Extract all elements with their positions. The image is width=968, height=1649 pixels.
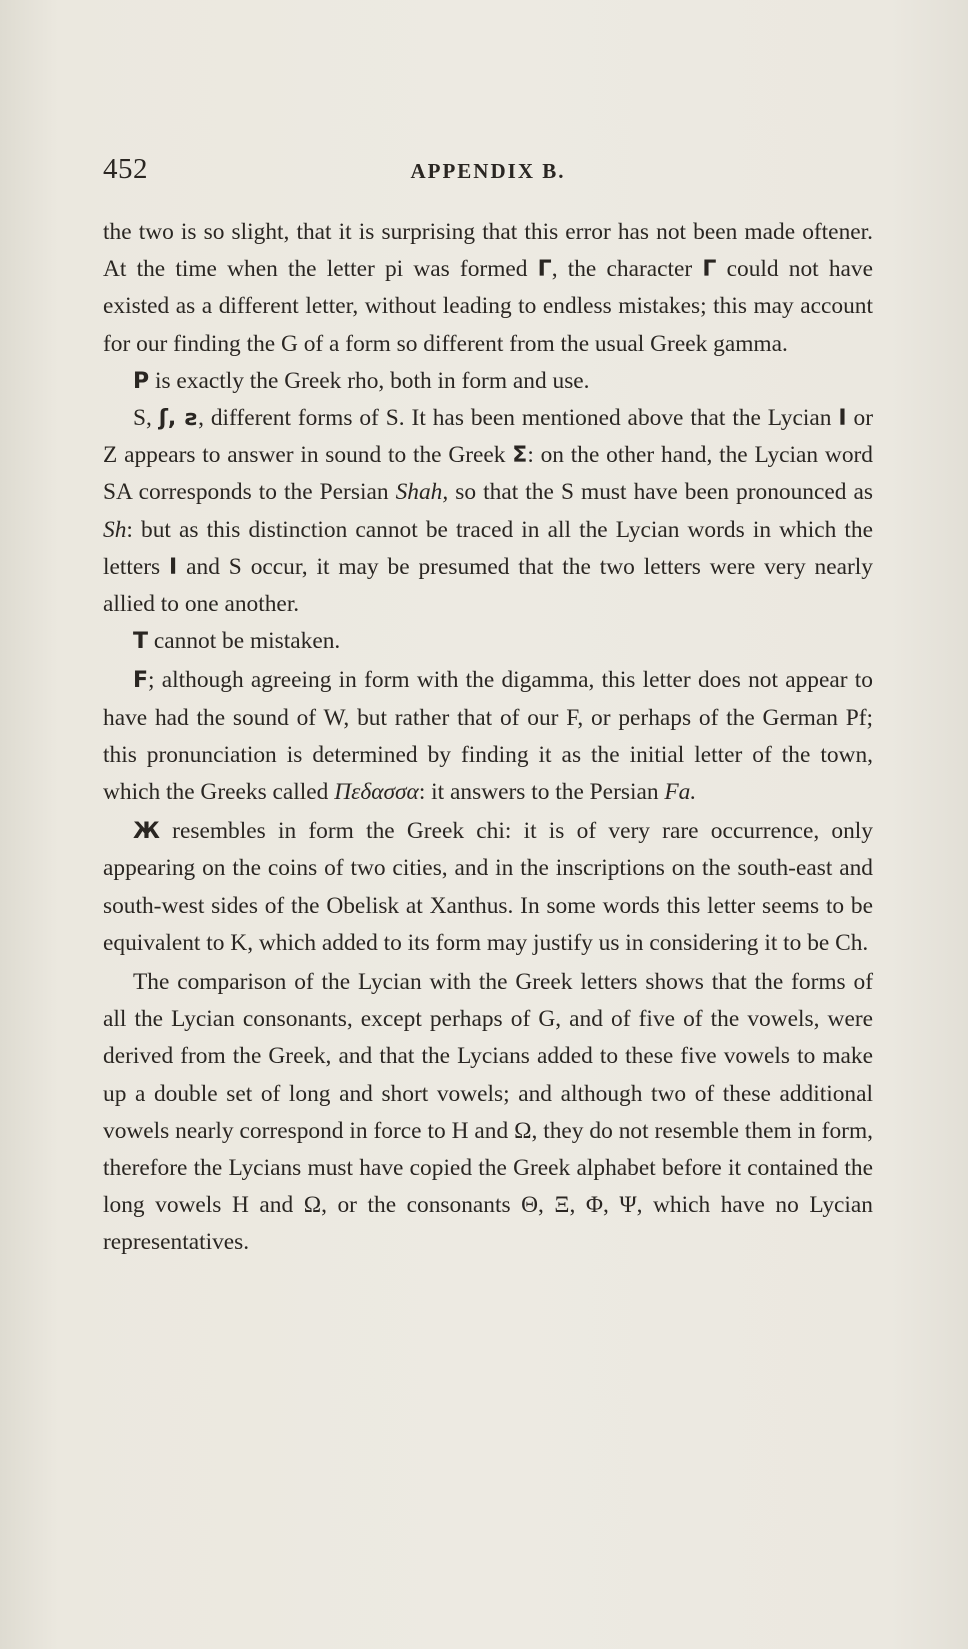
lycian-letter: P — [133, 368, 150, 394]
paragraph — [103, 363, 873, 400]
text-run: : it answers to the Persian — [418, 779, 665, 806]
text-run: could not have existed as a different letter, without leading to endless mistakes; this may account for our finding the G of a form so different from the usual Greek gamma. — [103, 256, 874, 357]
text-run: is exactly the Greek rho, both in form and use. — [149, 367, 590, 394]
lycian-letter: Ι — [169, 554, 178, 580]
text-run: : on the other hand, the Lycian word SA corresponds to the Persian — [103, 442, 873, 506]
paragraph — [103, 813, 873, 962]
page-number: 452 — [103, 153, 148, 185]
text-run: The comparison of the Lycian with the Greek letters shows that the forms of all the Lycian consonants, except perhaps of G, and of five of the vowels, were derived from the Greek, and that the Lycians added to these five vowels to make up a double set of long and short vowels; and although two of these additional vowels nearly correspond in force to H and Ω, they do not resemble them in form, therefore the Lycians must have copied the Greek alphabet before it contained the long vowels H and Ω, or the consonants Θ, Ξ, Φ, Ψ, which have no Lycian representatives. — [103, 969, 873, 1256]
lycian-letter: F — [133, 668, 149, 694]
paragraph — [103, 623, 873, 660]
text-run: resembles in form the Greek chi: it is of very rare occurrence, only appearing on the coins of two cities, and in the inscriptions on the south-east and south-west sides of the Obelisk at Xanthus. In some words this letter seems to be equivalent to K, which added to its form may justify us in considering it to be Ch. — [103, 818, 873, 956]
italic-text: Fa. — [664, 779, 697, 806]
text-run: cannot be mistaken. — [148, 628, 341, 655]
paragraph — [103, 662, 873, 811]
text-run: the two is so slight, that it is surprising that this error has not been made oftener. At the time when the letter pi was formed — [103, 219, 873, 283]
paragraph — [103, 214, 873, 363]
text-run: and S occur, it may be presumed that the two letters were very nearly allied to one another. — [103, 553, 873, 618]
lycian-letter: Ж — [133, 819, 160, 845]
lycian-letter: Ι — [838, 406, 847, 432]
paragraph — [103, 964, 873, 1262]
text-run: , the character — [551, 256, 703, 283]
italic-text: Sh — [103, 516, 127, 543]
text-run: ; although agreeing in form with the digamma, this letter does not appear to have had the sound of W, but rather that of our F, or perhaps of the German Pf; this pronunciation is determined by finding it as the initial letter of the town, which the Greeks called — [103, 667, 873, 806]
paragraph — [103, 400, 873, 623]
italic-text: Shah, — [395, 479, 449, 506]
text-run: or Z appears to answer in sound to the Greek — [103, 405, 873, 469]
text-run: : but as this distinction cannot be traced in all the Lycian words in which the letters — [103, 516, 873, 580]
text-run: S, — [133, 405, 159, 432]
italic-text: Πεδασσα — [334, 779, 419, 806]
body-text — [103, 214, 873, 1262]
text-run: so that the S must have been pronounced as — [448, 479, 873, 506]
lycian-letter: Γ — [537, 257, 552, 283]
lycian-letter: Σ — [512, 443, 528, 469]
running-head: APPENDIX B. — [410, 159, 566, 183]
lycian-letter: T — [133, 629, 149, 655]
lycian-letter: ʃ, ƨ — [158, 406, 199, 432]
page-header — [103, 153, 873, 193]
text-run: , different forms of S. It has been mentioned above that the Lycian — [198, 405, 839, 432]
lycian-letter: Γ — [702, 257, 717, 283]
